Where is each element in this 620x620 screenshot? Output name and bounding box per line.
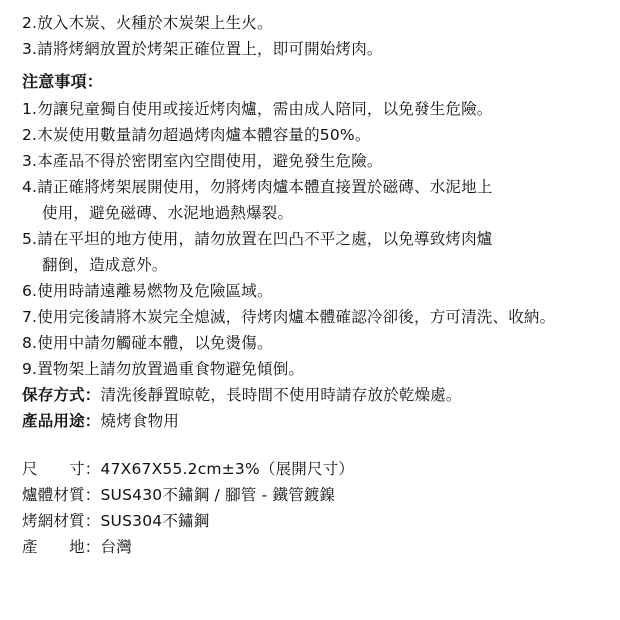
storage-value: 清洗後靜置晾乾，長時間不使用時請存放於乾燥處。 [100,386,462,404]
spec-label: 爐體材質： [22,486,101,504]
notice-item: 2.木炭使用數量請勿超過烤肉爐本體容量的50%。 [22,126,371,144]
notice-item-continuation: 使用，避免磁磚、水泥地過熱爆裂。 [42,204,294,222]
spec-value: 47X67X55.2cm±3%（展開尺寸） [100,460,355,478]
instruction-step: 2.放入木炭、火種於木炭架上生火。 [22,14,273,32]
notice-item: 4.請正確將烤架展開使用，勿將烤肉爐本體直接置於磁磚、水泥地上 [22,178,493,196]
spec-row [22,482,604,508]
spec-label: 尺 寸： [22,460,101,478]
usage-value: 燒烤食物用 [100,412,180,430]
notice-item: 5.請在平坦的地方使用，請勿放置在凹凸不平之處，以免導致烤肉爐 [22,230,493,248]
usage-label: 產品用途： [22,412,101,430]
notice-item: 3.本產品不得於密閉室內空間使用，避免發生危險。 [22,152,383,170]
spec-label: 產 地： [22,538,101,556]
notice-item-continuation: 翻倒，造成意外。 [42,256,168,274]
storage-row [22,382,604,408]
notice-item: 9.置物架上請勿放置過重食物避免傾倒。 [22,360,305,378]
spec-label: 烤網材質： [22,512,101,530]
notice-item: 7.使用完後請將木炭完全熄滅，待烤肉爐本體確認冷卻後，方可清洗、收納。 [22,308,556,326]
notice-item: 8.使用中請勿觸碰本體，以免燙傷。 [22,334,273,352]
spacer [22,434,604,456]
notice-item: 1.勿讓兒童獨自使用或接近烤肉爐，需由成人陪同，以免發生危險。 [22,100,493,118]
spec-value: SUS430不鏽鋼 / 腳管 - 鐵管鍍鎳 [100,486,336,504]
spec-value: SUS304不鏽鋼 [100,512,210,530]
notice-item: 6.使用時請遠離易燃物及危險區域。 [22,282,273,300]
instruction-step: 3.請將烤網放置於烤架正確位置上，即可開始烤肉。 [22,40,383,58]
storage-label: 保存方式： [22,386,101,404]
spec-row [22,456,604,482]
notice-heading: 注意事項： [22,72,104,91]
spec-row [22,508,604,534]
spec-value: 台灣 [100,538,132,556]
spec-row [22,534,604,560]
usage-row [22,408,604,434]
